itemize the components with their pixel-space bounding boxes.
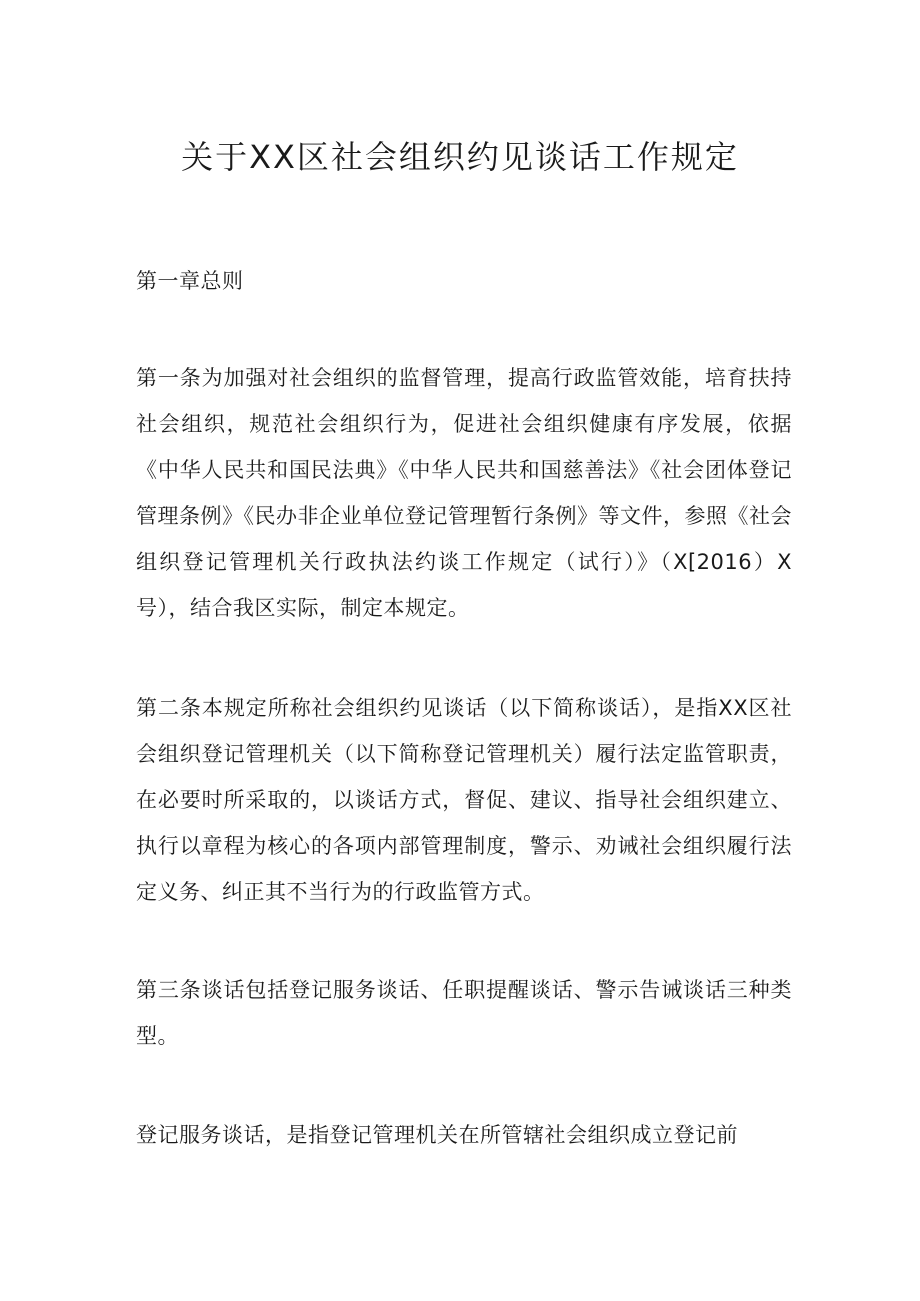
article-2-paragraph: 第二条本规定所称社会组织约见谈话（以下简称谈话），是指XX区社会组织登记管理机关（以下简称登记管理机关）履行法定监管职责，在必要时所采取的，以谈话方式，督促、建议、指导社会组织建立、执行以章程为核心的各项内部管理制度，警示、劝诫社会组织履行法定义务、纠正其不当行为的行政监管方式。 <box>136 696 792 904</box>
registration-service-paragraph: 登记服务谈话，是指登记管理机关在所管辖社会组织成立登记前 <box>136 1123 738 1147</box>
article-3-paragraph: 第三条谈话包括登记服务谈话、任职提醒谈话、警示告诫谈话三种类型。 <box>136 978 792 1048</box>
chapter-heading: 第一章总则 <box>136 269 244 293</box>
document-title: 关于XX区社会组织约见谈话工作规定 <box>181 138 739 176</box>
article-1-paragraph: 第一条为加强对社会组织的监督管理，提高行政监管效能，培育扶持社会组织，规范社会组织行为，促进社会组织健康有序发展，依据《中华人民共和国民法典》《中华人民共和国慈善法》《社会团体登记管理条例》《民办非企业单位登记管理暂行条例》等文件，参照《社会组织登记管理机关行政执法约谈工作规定（试行）》（X[2016）X号），结合我区实际，制定本规定。 <box>136 366 792 620</box>
